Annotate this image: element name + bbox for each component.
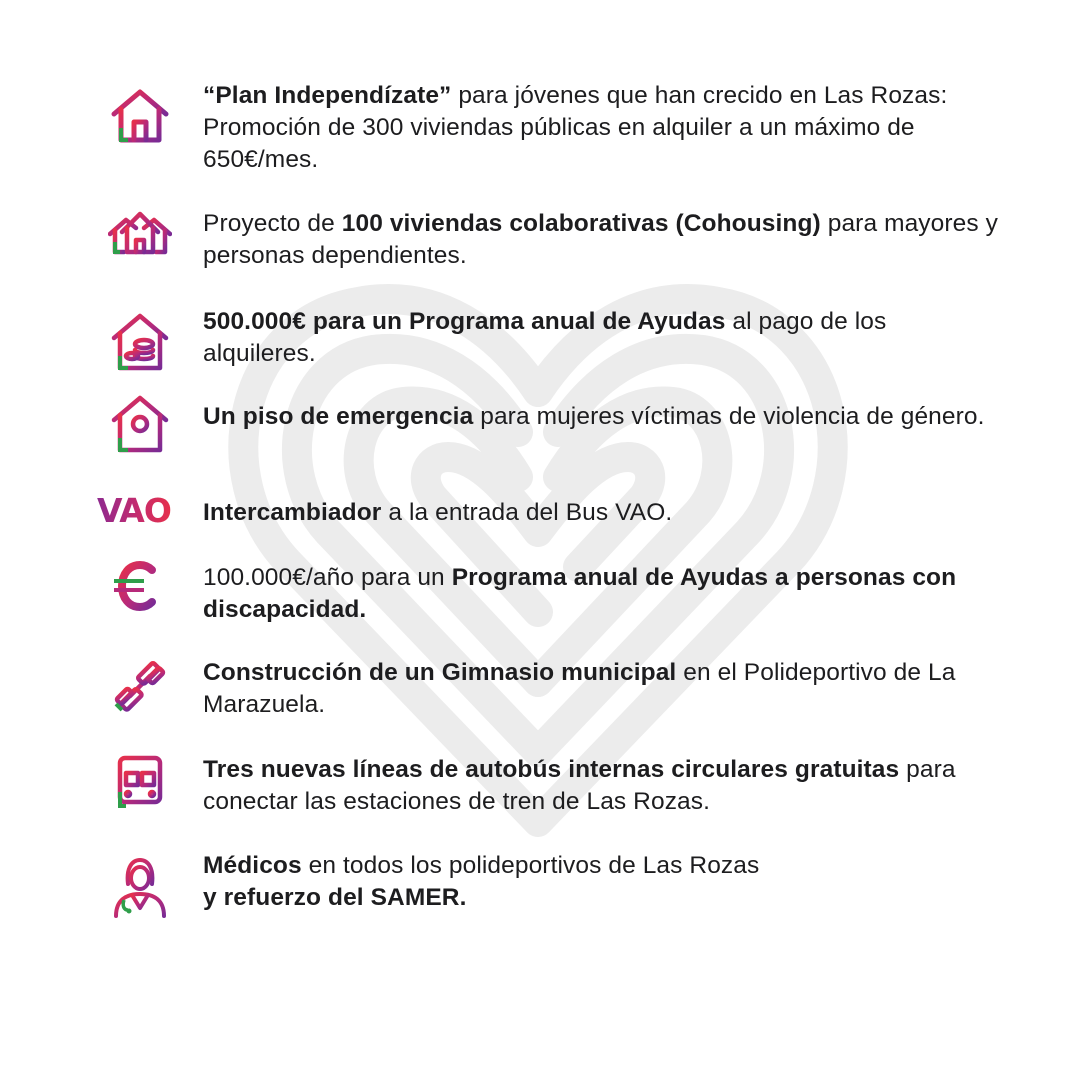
vao-logo: [97, 490, 187, 530]
vao-label: VAO: [97, 490, 171, 530]
item-text: en el Polideportivo de La Marazuela.: [203, 659, 956, 718]
item-bold-text: y refuerzo del SAMER.: [203, 884, 467, 911]
item-text: para conectar las estaciones de tren de Las Rozas.: [203, 756, 956, 815]
house-icon: [104, 80, 176, 152]
item-bold-text: 100 viviendas colaborativas (Cohousing): [341, 210, 821, 237]
houses-icon: [104, 194, 176, 266]
euro-icon: [104, 550, 176, 622]
item-bold-text: Tres nuevas líneas de autobús internas circulares gratuitas: [203, 756, 900, 783]
item-bold-text: Intercambiador: [203, 499, 382, 526]
item-text: 100.000€/año para un: [203, 564, 452, 591]
item-text: para jóvenes que han crecido en Las Rozas: Promoción de 300 viviendas públicas en alquiler a un máximo de 650€/mes.: [203, 82, 948, 173]
item-bold-text: Médicos: [203, 852, 302, 879]
item-text: en todos los polideportivos de Las Rozas: [301, 852, 760, 879]
doctor-icon: [104, 850, 176, 922]
item-text: para mayores y personas dependientes.: [203, 210, 998, 269]
item-text: Proyecto de: [203, 210, 342, 237]
item-bold-text: Un piso de emergencia: [203, 403, 474, 430]
item-text: al pago de los alquileres.: [203, 308, 887, 367]
item-text: a la entrada del Bus VAO.: [381, 499, 673, 526]
item-bold-text: 500.000€ para un Programa anual de Ayudas: [203, 308, 726, 335]
house-coins-icon: [104, 306, 176, 378]
item-bold-text: Programa anual de Ayudas a personas con discapacidad.: [203, 564, 957, 623]
house-female-icon: [104, 388, 176, 460]
bus-icon: [104, 746, 176, 818]
item-bold-text: “Plan Independízate”: [203, 82, 452, 109]
item-text: para mujeres víctimas de violencia de género.: [473, 403, 985, 430]
dumbbell-icon: [104, 650, 176, 722]
item-bold-text: Construcción de un Gimnasio municipal: [203, 659, 677, 686]
